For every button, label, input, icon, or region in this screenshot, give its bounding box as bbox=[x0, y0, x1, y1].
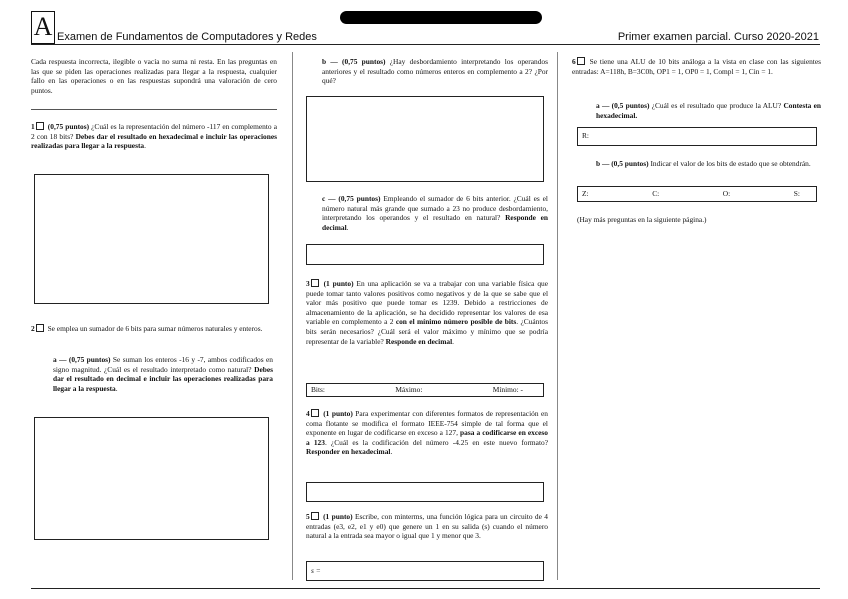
q2a-end: . bbox=[115, 383, 118, 393]
exam-title: Examen de Fundamentos de Computadores y Redes bbox=[57, 31, 317, 43]
q3-field-max: Máximo: bbox=[395, 385, 423, 394]
column-divider-1 bbox=[292, 52, 293, 580]
more-questions-note: (Hay más preguntas en la siguiente página.) bbox=[577, 215, 707, 224]
q3-answer-box[interactable] bbox=[306, 383, 544, 397]
q6a-text: ¿Cuál es el resultado que produce la ALU? bbox=[649, 101, 784, 110]
q6b-text: Indicar el valor de los bits de estado que se obtendrán. bbox=[648, 159, 811, 168]
q3-bold1: con el mínimo número posible de bits bbox=[395, 317, 517, 327]
q2-checkbox bbox=[36, 324, 44, 332]
q6a-label: a — bbox=[596, 101, 610, 110]
exam-subtitle: Primer examen parcial. Curso 2020-2021 bbox=[617, 31, 819, 43]
q4-answer-box[interactable] bbox=[306, 482, 544, 502]
q2c-end: . bbox=[346, 222, 349, 232]
q2b-label: b — bbox=[322, 57, 338, 66]
q2b-points: (0,75 puntos) bbox=[342, 57, 386, 66]
q2-number: 2 bbox=[31, 324, 35, 333]
q4-text2: . ¿Cuál es la codificación del número -4.25 en este nuevo formato? bbox=[324, 437, 548, 447]
question-6a bbox=[596, 101, 821, 120]
q3-field-bits: Bits: bbox=[311, 385, 325, 394]
q2a-text: Se suman los enteros -16 y -7, ambos codificados en signo magnitud. ¿Cuál es el resultado interpretado como natural? bbox=[53, 355, 273, 374]
q6b-points: (0,5 puntos) bbox=[611, 159, 649, 168]
q4-end: . bbox=[390, 447, 393, 457]
q6b-field-o: O: bbox=[722, 189, 731, 198]
q6b-field-s: S: bbox=[793, 189, 800, 198]
q2c-answer-box[interactable] bbox=[306, 244, 544, 265]
column-divider-2 bbox=[557, 52, 558, 580]
q3-points: (1 punto) bbox=[323, 279, 354, 288]
q2a-answer-box[interactable] bbox=[34, 417, 269, 540]
q5-text: Escribe, con minterms, una función lógica para un circuito de 4 entradas (e3, e2, e1 y e0) que genere un 1 en su salida (s) cuando el número natural a la entrada sea mayor o igual que 1 y menor que 3. bbox=[306, 512, 548, 541]
question-2-intro bbox=[31, 324, 277, 334]
q3-end: . bbox=[452, 336, 454, 346]
q6-checkbox bbox=[577, 57, 585, 65]
q6-text: Se tiene una ALU de 10 bits análoga a la vista en clase con las siguientes entradas: A=118h, B=3C0h, OP1 = 1, OP0 = 1, Compl = 1, Cin = 1. bbox=[572, 57, 822, 76]
q6a-points: (0,5 puntos) bbox=[611, 101, 650, 110]
q3-number: 3 bbox=[306, 279, 310, 288]
q2c-bold: Responde en decimal bbox=[322, 213, 548, 232]
q1-answer-box[interactable] bbox=[34, 174, 269, 304]
q1-bold: Debes dar el resultado en hexadecimal e incluir las operaciones realizadas para llegar a la respuesta bbox=[31, 131, 277, 151]
redacted-name bbox=[340, 11, 542, 24]
q3-text2: . ¿Cuántos bits serán necesarios? ¿Cuál será el valor máximo y mínimo que se podría representar de la variable? bbox=[306, 317, 548, 346]
q2c-points: (0,75 puntos) bbox=[338, 194, 381, 203]
q5-checkbox bbox=[311, 512, 319, 520]
q4-text: Para experimentar con diferentes formatos de representación en coma flotante se modifica el formato IEEE-754 simple de tal forma que el exponente en lugar de codificarse en exceso a 127, bbox=[306, 409, 548, 438]
q4-number: 4 bbox=[306, 409, 310, 418]
q4-bold1: pasa a codificarse en exceso a 123 bbox=[306, 428, 548, 447]
q3-text: En una aplicación se va a trabajar con una variable física que puede tomar tanto valores positivos como negativos y de la que se sabe que el valor más positivo que puede tomar es 1239. Debido a restricciones de almacenamiento de la aplicación, se ha decidido representar los valores de esa variable en complemento a 2 bbox=[306, 279, 549, 327]
q3-checkbox bbox=[311, 279, 319, 287]
q2c-label: c — bbox=[322, 194, 336, 203]
question-6 bbox=[572, 57, 821, 76]
q6a-bold: Contesta en hexadecimal. bbox=[596, 101, 822, 120]
q6b-answer-box[interactable] bbox=[577, 186, 817, 202]
q6b-field-z: Z: bbox=[582, 189, 589, 198]
q2-intro-text: Se emplea un sumador de 6 bits para sumar números naturales y enteros. bbox=[47, 324, 263, 333]
q5-number: 5 bbox=[306, 512, 310, 521]
instructions: Cada respuesta incorrecta, ilegible o vacía no suma ni resta. En las preguntas en las que se piden las operaciones realizadas para llegar a la respuesta, cualquier fallo en las operaciones o en las respuestas supondrá una valoración de cero puntos. bbox=[31, 57, 277, 95]
q2c-text: Empleando el sumador de 6 bits anterior. ¿Cuál es el número natural más grande que sumado a 23 no produce desbordamiento, interpretando los operandos y el resultado en natural? bbox=[322, 194, 548, 223]
q5-answer-box[interactable] bbox=[306, 561, 544, 581]
question-4 bbox=[306, 409, 548, 457]
question-6b bbox=[596, 159, 821, 169]
q2a-bold: Debes dar el resultado en decimal e incluir las operaciones realizadas para llegar a la respuesta bbox=[53, 364, 273, 393]
q4-points: (1 punto) bbox=[323, 409, 353, 418]
q3-bold2: Responde en decimal bbox=[385, 336, 453, 346]
q6a-field-r: R: bbox=[582, 131, 589, 140]
footer-rule bbox=[31, 588, 820, 589]
q4-bold2: Responder en hexadecimal bbox=[306, 447, 391, 457]
instructions-rule bbox=[31, 109, 277, 110]
header-rule bbox=[31, 44, 820, 45]
question-2a bbox=[53, 355, 273, 393]
q2b-answer-box[interactable] bbox=[306, 96, 544, 182]
q2a-points: (0,75 puntos) bbox=[68, 355, 111, 364]
q5-points: (1 punto) bbox=[323, 512, 353, 521]
question-1 bbox=[31, 122, 277, 151]
question-2c bbox=[322, 194, 548, 232]
q1-points: (0,75 puntos) bbox=[47, 122, 90, 131]
q3-field-min: Mínimo: - bbox=[492, 385, 523, 394]
question-5 bbox=[306, 512, 548, 541]
q6a-answer-box[interactable] bbox=[577, 127, 817, 146]
q6-number: 6 bbox=[572, 57, 576, 66]
q1-text: ¿Cuál es la representación del número -117 en complemento a 2 con 18 bits? bbox=[31, 122, 277, 141]
q6b-label: b — bbox=[596, 159, 610, 168]
exam-letter: A bbox=[33, 12, 53, 41]
question-2b bbox=[322, 57, 548, 86]
q2a-label: a — bbox=[53, 355, 67, 364]
q1-checkbox bbox=[36, 122, 44, 130]
q2b-text: ¿Hay desbordamiento interpretando los operandos anteriores y el resultado como números enteros en complemento a 2? ¿Por qué? bbox=[322, 57, 548, 86]
q4-checkbox bbox=[311, 409, 319, 417]
q6b-field-c: C: bbox=[652, 189, 660, 198]
q5-field-s: s = bbox=[311, 566, 321, 575]
q1-end: . bbox=[144, 141, 146, 151]
q1-number: 1 bbox=[31, 122, 35, 131]
question-3 bbox=[306, 279, 548, 346]
